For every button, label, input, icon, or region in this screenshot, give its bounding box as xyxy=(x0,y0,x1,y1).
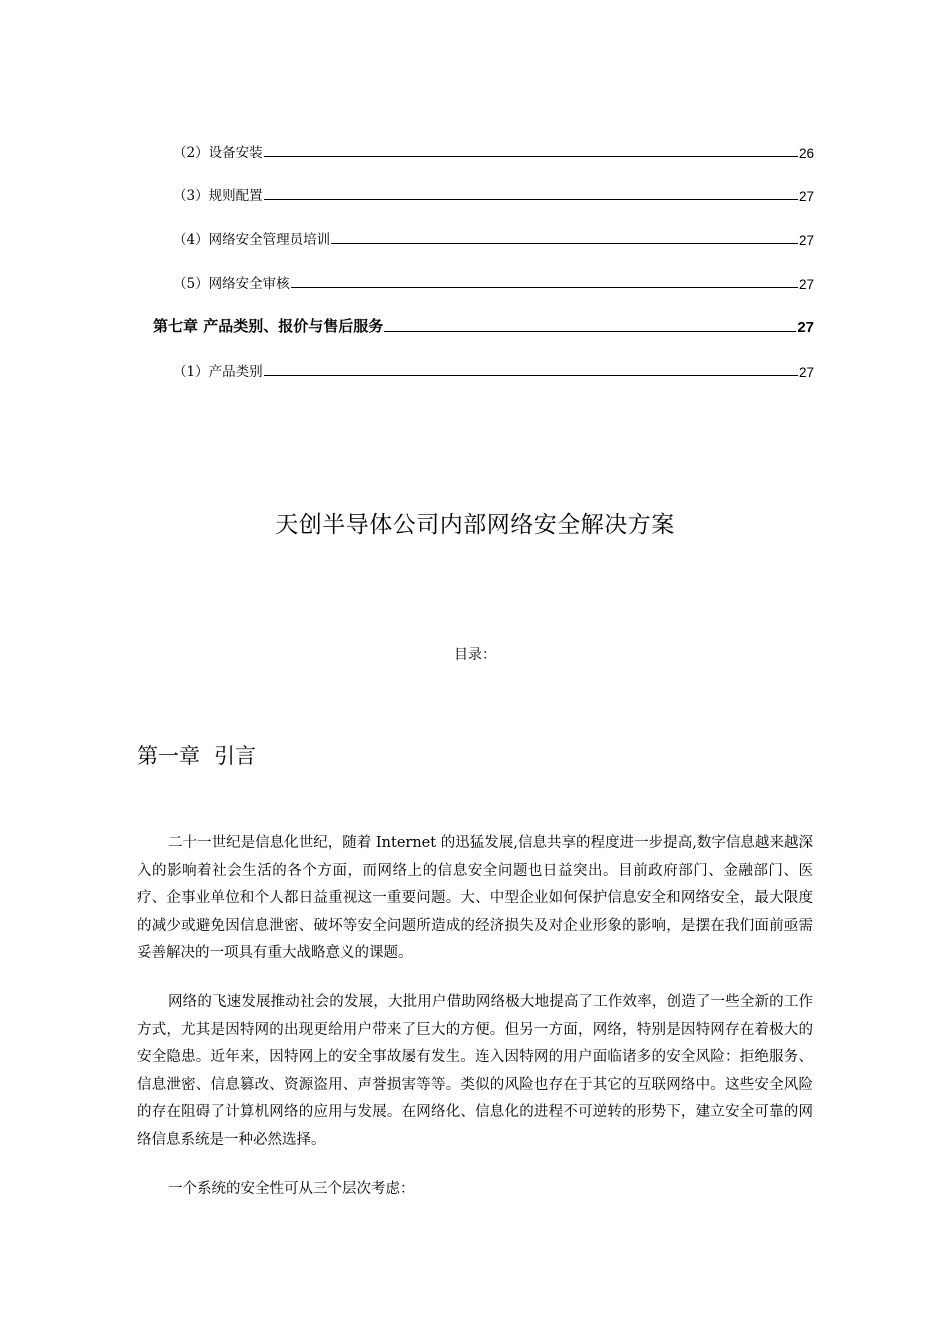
intro-paragraph-1: 二十一世纪是信息化世纪，随着 Internet 的迅猛发展,信息共享的程度进一步提高,数字信息越来越深入的影响着社会生活的各个方面，而网络上的信息安全问题也日益突出。目前政府部门、金融部门、医疗、企事业单位和个人都日益重视这一重要问题。大、中型企业如何保护信息安全和网络安全，最大限度的减少或避免因信息泄密、破坏等安全问题所造成的经济损失及对企业形象的影响，是摆在我们面前亟需妥善解决的一项具有重大战略意义的课题。 xyxy=(137,835,813,962)
toc-entry-label: （1）产品类别 xyxy=(173,364,263,380)
document-title: 天创半导体公司内部网络安全解决方案 xyxy=(275,512,675,538)
toc-entry-label: （3）规则配置 xyxy=(173,188,263,204)
toc-entry-page: 27 xyxy=(797,319,814,336)
chapter-name: 引言 xyxy=(214,744,256,768)
toc-entry-label: 第七章 产品类别、报价与售后服务 xyxy=(153,317,384,335)
toc-leader-line xyxy=(291,287,798,288)
toc-leader-line xyxy=(264,156,798,157)
toc-entry-admin-training[interactable] xyxy=(173,226,814,248)
toc-leader-line xyxy=(331,243,798,244)
toc-entry-label: （4）网络安全管理员培训 xyxy=(173,232,331,248)
intro-paragraph-3: 一个系统的安全性可从三个层次考虑： xyxy=(168,1181,415,1197)
toc-leader-line xyxy=(264,199,798,200)
toc-entry-product-category[interactable] xyxy=(173,358,814,380)
toc-entry-label: （5）网络安全审核 xyxy=(173,276,290,292)
toc-entry-security-audit[interactable] xyxy=(173,270,814,292)
chapter-one-heading xyxy=(137,740,256,770)
toc-entry-label: （2）设备安装 xyxy=(173,145,263,161)
toc-entry-page: 27 xyxy=(798,233,814,248)
toc-entry-page: 27 xyxy=(798,189,814,204)
toc-entry-page: 26 xyxy=(798,146,814,161)
toc-entry-device-installation[interactable] xyxy=(173,139,814,161)
chapter-number: 第一章 xyxy=(137,744,200,768)
toc-heading: 目录： xyxy=(454,647,496,663)
intro-paragraph-2: 网络的飞速发展推动社会的发展，大批用户借助网络极大地提高了工作效率，创造了一些全新的工作方式，尤其是因特网的出现更给用户带来了巨大的方便。但另一方面，网络，特别是因特网存在着极大的安全隐患。近年来，因特网上的安全事故屡有发生。连入因特网的用户面临诸多的安全风险：拒绝服务、信息泄密、信息篡改、资源盗用、声誉损害等等。类似的风险也存在于其它的互联网络中。这些安全风险的存在阻碍了计算机网络的应用与发展。在网络化、信息化的进程不可逆转的形势下，建立安全可靠的网络信息系统是一种必然选择。 xyxy=(137,994,813,1148)
toc-entry-chapter-seven[interactable] xyxy=(153,314,814,336)
toc-entry-page: 27 xyxy=(798,365,814,380)
toc-leader-line xyxy=(384,331,796,332)
toc-entry-rule-configuration[interactable] xyxy=(173,182,814,204)
toc-entry-page: 27 xyxy=(798,277,814,292)
toc-leader-line xyxy=(264,375,798,376)
